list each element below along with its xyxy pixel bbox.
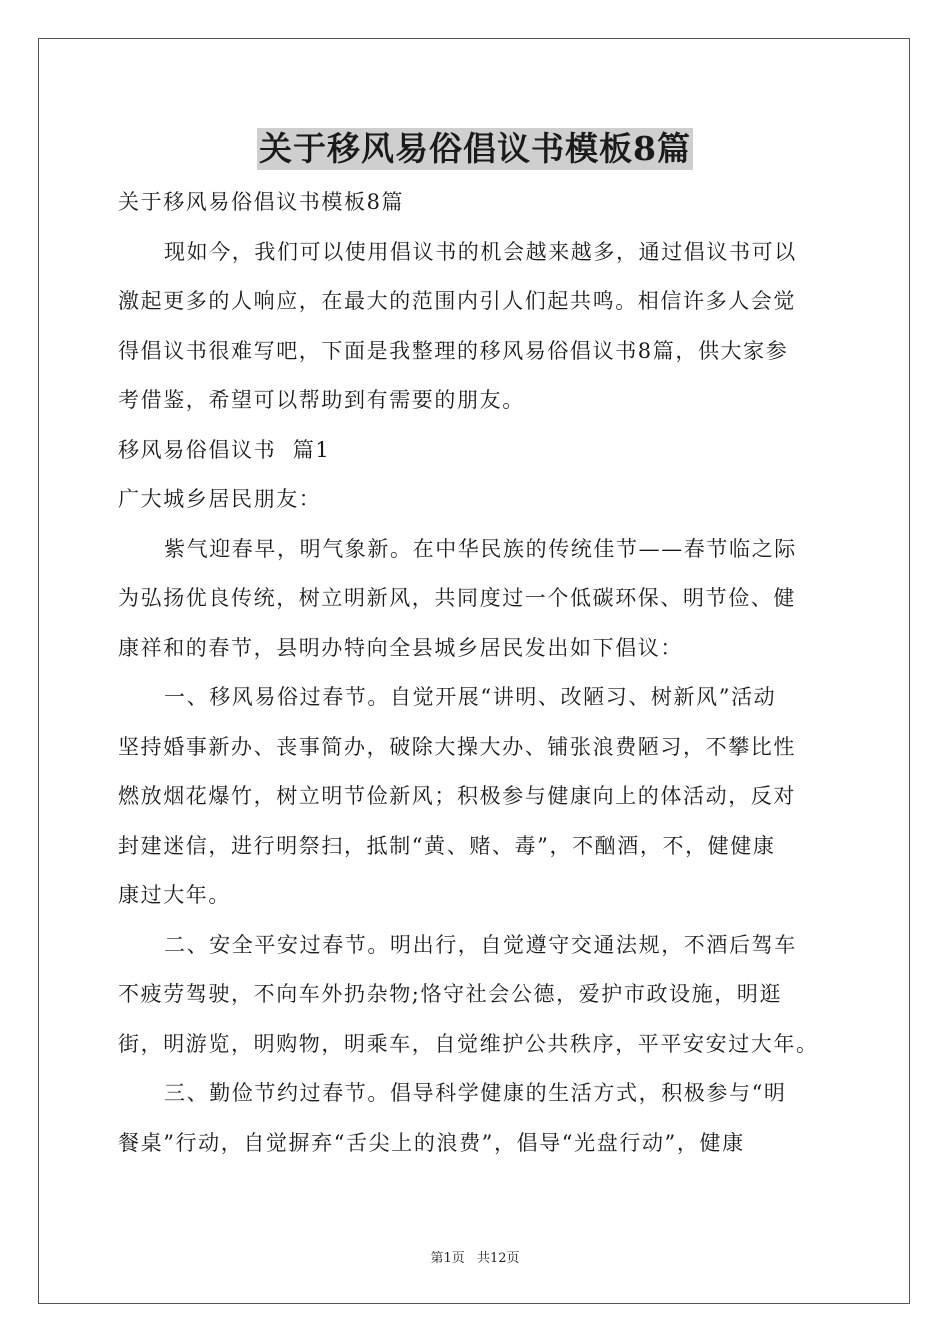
- paragraph-line: 一、移风易俗过春节。自觉开展“讲明、改陋习、树新风”活动: [164, 685, 777, 709]
- paragraph-line: 餐桌”行动，自觉摒弃“舌尖上的浪费”，倡导“光盘行动”，健康: [118, 1130, 745, 1155]
- paragraph-line: 坚持婚事新办、丧事简办，破除大操大办、铺张浪费陋习，不攀比性: [118, 734, 796, 759]
- paragraph-line: 得倡议书很难写吧，下面是我整理的移风易俗倡议书8篇，供大家参: [118, 338, 789, 363]
- paragraph-line: 封建迷信，进行明祭扫，抵制“黄、赌、毒”，不酗酒，不，健健康: [118, 833, 776, 858]
- document-title: 关于移风易俗倡议书模板8篇: [259, 129, 691, 168]
- paragraph-line: 康祥和的春节，县明办特向全县城乡居民发出如下倡议：: [118, 635, 683, 660]
- page-total: 共12页: [476, 1251, 520, 1266]
- paragraph-line: 三、勤俭节约过春节。倡导科学健康的生活方式，积极参与“明: [164, 1081, 787, 1105]
- paragraph-line: 为弘扬优良传统，树立明新风，共同度过一个低碳环保、明节俭、健: [118, 586, 796, 610]
- paragraph-line: 不疲劳驾驶，不向车外扔杂物;恪守社会公德，爱护市政设施，明逛: [118, 982, 783, 1006]
- paragraph-line: 二、安全平安过春节。明出行，自觉遵守交通法规，不酒后驾车: [164, 932, 797, 957]
- paragraph-line: 街，明游览，明购物，明乘车，自觉维护公共秩序，平平安安过大年。: [118, 1031, 819, 1056]
- paragraph-line: 考借鉴，希望可以帮助到有需要的朋友。: [118, 388, 525, 412]
- paragraph-line: 现如今，我们可以使用倡议书的机会越来越多，通过倡议书可以: [164, 239, 797, 264]
- paragraph-line: 燃放烟花爆竹，树立明节俭新风；积极参与健康向上的体活动，反对: [118, 784, 796, 808]
- section-heading: 移风易俗倡议书 篇1: [118, 437, 331, 462]
- paragraph-line: 激起更多的人响应，在最大的范围内引人们起共鸣。相信许多人会觉: [118, 289, 796, 313]
- subtitle-line: 关于移风易俗倡议书模板8篇: [118, 190, 405, 214]
- paragraph-line: 紫气迎春早，明气象新。在中华民族的传统佳节——春节临之际: [164, 536, 797, 561]
- page-footer: [0, 1247, 950, 1266]
- document-body: [118, 178, 838, 1168]
- salutation: 广大城乡居民朋友：: [118, 487, 322, 511]
- paragraph-line: 康过大年。: [118, 883, 231, 907]
- page-number: 第1页: [430, 1251, 465, 1266]
- title-container: [0, 128, 950, 170]
